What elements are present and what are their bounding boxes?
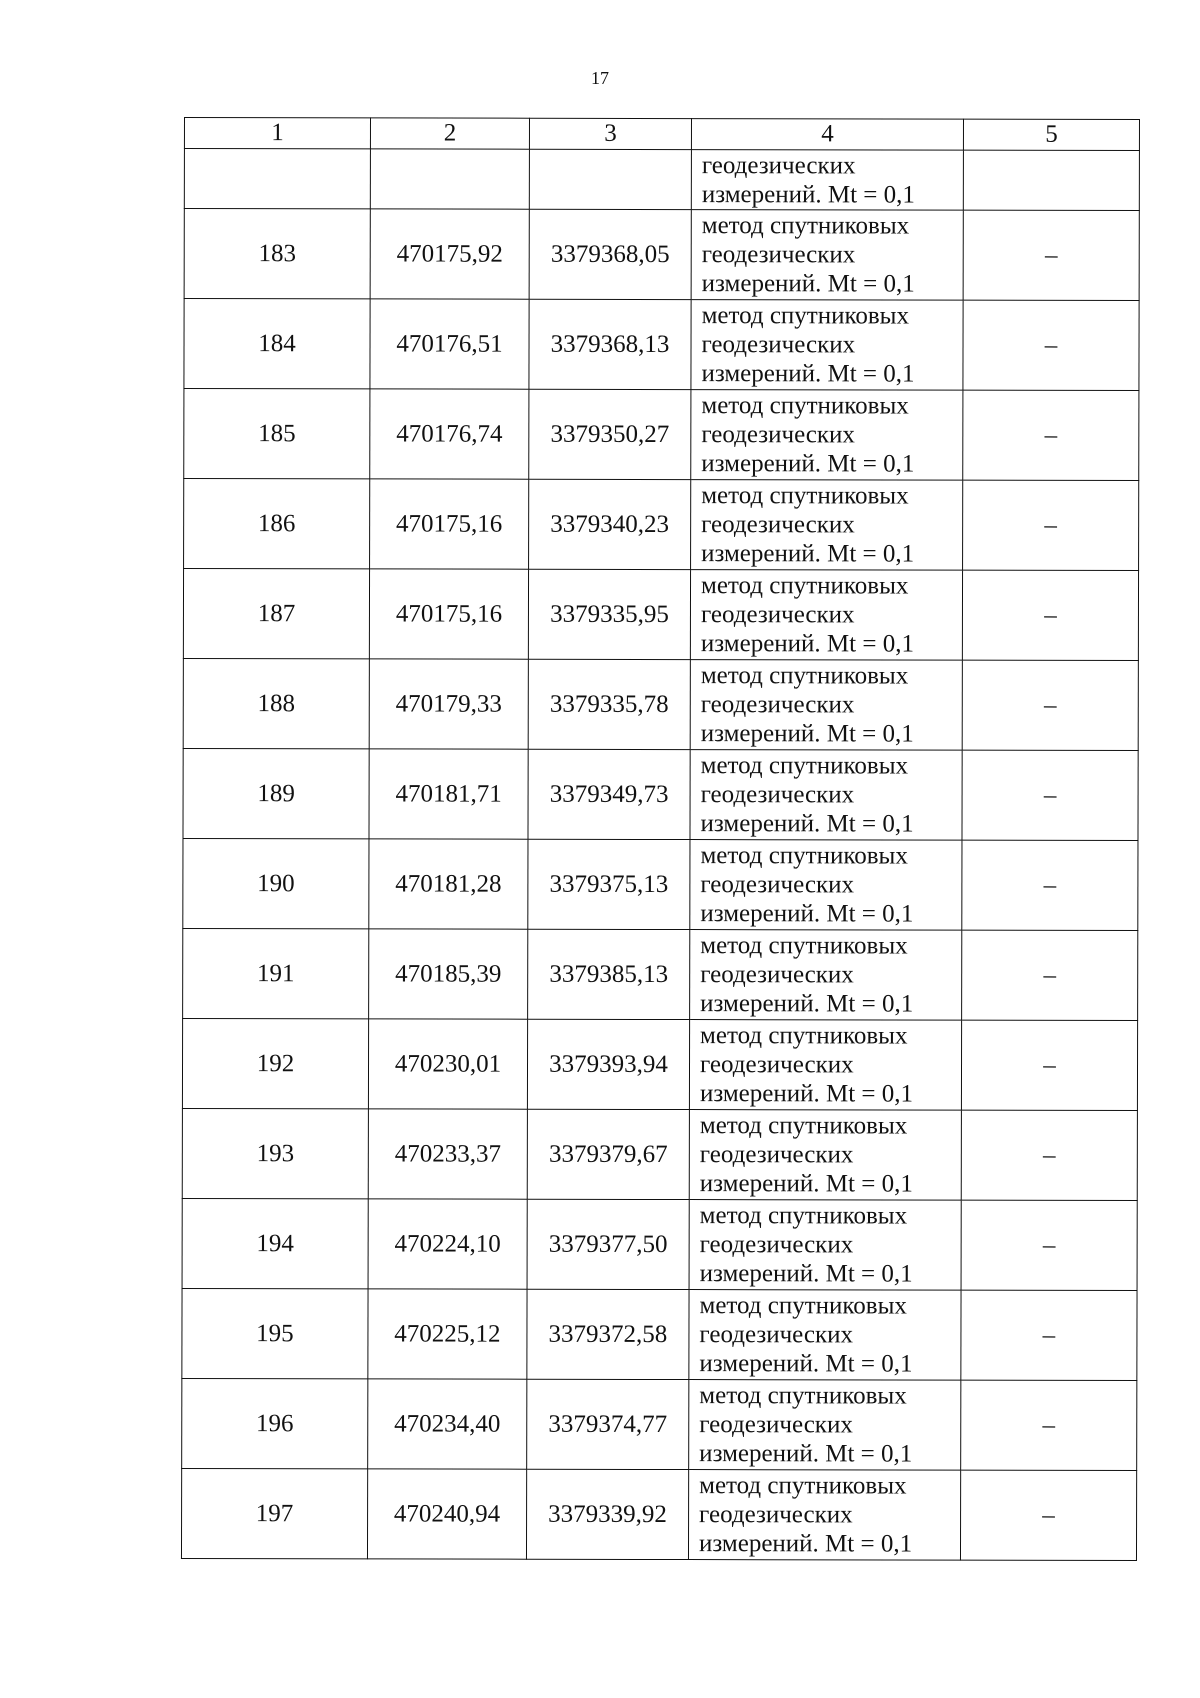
method-line: геодезических — [701, 331, 856, 359]
method-cell — [691, 300, 963, 391]
point-number-cell: 189 — [183, 748, 369, 838]
table-row — [183, 838, 1138, 930]
point-number-cell: 188 — [183, 658, 369, 748]
column-header: 1 — [184, 118, 370, 149]
method-cell — [688, 1470, 960, 1561]
method-line: геодезических — [699, 1501, 853, 1529]
x-coordinate-cell: 470225,12 — [368, 1289, 527, 1379]
table-header-row — [184, 118, 1139, 151]
x-coordinate-cell: 470175,16 — [370, 479, 529, 569]
method-line: измерений. Mt = 0,1 — [700, 990, 914, 1018]
table-row — [184, 479, 1139, 571]
note-cell: – — [962, 930, 1138, 1020]
x-coordinate-cell: 470233,37 — [368, 1109, 527, 1199]
y-coordinate-cell: 3379385,13 — [528, 929, 690, 1019]
x-coordinate-cell: 470240,94 — [367, 1469, 526, 1559]
method-line: метод спутниковых — [700, 662, 909, 690]
y-coordinate-cell: 3379335,95 — [528, 569, 690, 659]
x-coordinate-cell: 470224,10 — [368, 1199, 527, 1289]
method-line: метод спутниковых — [699, 1292, 907, 1320]
point-number-cell: 192 — [182, 1018, 368, 1108]
point-number-cell: 190 — [183, 838, 369, 928]
note-cell: – — [961, 1380, 1137, 1470]
method-cell — [689, 1200, 961, 1291]
method-cell — [690, 750, 962, 841]
y-coordinate-cell: 3379349,73 — [528, 749, 690, 839]
note-cell: – — [962, 840, 1138, 930]
method-line: измерений. Mt = 0,1 — [701, 270, 915, 298]
method-line: измерений. Mt = 0,1 — [701, 540, 915, 568]
method-cell — [690, 660, 962, 751]
y-coordinate-cell: 3379350,27 — [529, 389, 691, 479]
x-coordinate-cell — [370, 149, 529, 209]
table-row — [183, 569, 1138, 661]
method-line: измерений. Mt = 0,1 — [699, 1350, 913, 1378]
method-line: метод спутниковых — [699, 1202, 908, 1230]
note-cell: – — [963, 210, 1139, 300]
x-coordinate-cell: 470176,51 — [370, 299, 529, 389]
method-line: метод спутниковых — [701, 392, 909, 420]
y-coordinate-cell: 3379339,92 — [526, 1469, 688, 1559]
y-coordinate-cell: 3379372,58 — [527, 1289, 689, 1379]
column-header: 5 — [963, 119, 1139, 150]
table-row-continued — [184, 149, 1139, 211]
note-cell: – — [963, 390, 1139, 480]
table-row — [182, 1108, 1137, 1200]
table-row — [182, 1198, 1137, 1290]
method-line: геодезических — [699, 1321, 854, 1349]
point-number-cell: 184 — [184, 299, 370, 389]
method-line: метод спутниковых — [700, 1022, 908, 1050]
method-cell — [690, 840, 962, 931]
method-line: метод спутниковых — [700, 572, 909, 600]
point-number-cell: 191 — [183, 928, 369, 1018]
note-cell — [963, 150, 1139, 210]
point-number-cell: 185 — [184, 389, 370, 479]
method-line: геодезических — [701, 511, 855, 539]
y-coordinate-cell — [529, 149, 691, 209]
y-coordinate-cell: 3379377,50 — [527, 1199, 689, 1289]
x-coordinate-cell: 470185,39 — [369, 929, 528, 1019]
method-line: метод спутниковых — [701, 212, 910, 240]
point-number-cell — [184, 149, 370, 209]
point-number-cell: 195 — [182, 1288, 368, 1378]
x-coordinate-cell: 470181,71 — [369, 749, 528, 839]
method-line: измерений. Mt = 0,1 — [699, 1170, 913, 1198]
method-line: геодезических — [701, 421, 855, 449]
method-line: измерений. Mt = 0,1 — [701, 360, 915, 388]
note-cell: – — [961, 1200, 1137, 1290]
note-cell: – — [961, 1290, 1137, 1380]
column-header: 4 — [691, 119, 963, 151]
method-line: измерений. Mt = 0,1 — [698, 1530, 913, 1558]
note-cell: – — [961, 1020, 1137, 1110]
note-cell: – — [962, 750, 1138, 840]
method-line: метод спутниковых — [699, 1472, 907, 1500]
page-number: 17 — [591, 68, 609, 88]
method-line: метод спутниковых — [701, 482, 909, 510]
x-coordinate-cell: 470175,16 — [369, 569, 528, 659]
method-line: измерений. Mt = 0,1 — [700, 810, 914, 838]
method-line: геодезических — [699, 1051, 854, 1079]
method-line: геодезических — [699, 1141, 854, 1169]
method-line: метод спутниковых — [701, 302, 910, 330]
method-line: измерений. Mt = 0,1 — [699, 1260, 913, 1288]
method-cell — [690, 570, 962, 661]
method-cell — [691, 480, 963, 571]
note-cell: – — [963, 300, 1139, 390]
method-line: геодезических — [700, 781, 855, 809]
table-row — [181, 1468, 1136, 1560]
y-coordinate-cell: 3379368,05 — [529, 209, 691, 299]
method-line: метод спутниковых — [700, 932, 908, 960]
method-cell — [691, 390, 963, 481]
column-header: 2 — [370, 118, 529, 149]
x-coordinate-cell: 470175,92 — [370, 209, 529, 299]
method-line: измерений. Mt = 0,1 — [700, 630, 915, 658]
table-row — [183, 748, 1138, 840]
point-number-cell: 187 — [183, 569, 369, 659]
y-coordinate-cell: 3379374,77 — [527, 1379, 689, 1469]
method-cell — [689, 1020, 961, 1111]
x-coordinate-cell: 470179,33 — [369, 659, 528, 749]
method-cell — [689, 1290, 961, 1381]
note-cell: – — [962, 570, 1138, 660]
y-coordinate-cell: 3379375,13 — [528, 839, 690, 929]
method-line: измерений. Mt = 0,1 — [701, 180, 915, 209]
method-cell — [691, 150, 963, 211]
method-line: метод спутниковых — [699, 1382, 907, 1410]
note-cell: – — [961, 1110, 1137, 1200]
y-coordinate-cell: 3379393,94 — [527, 1019, 689, 1109]
coordinates-table — [181, 117, 1140, 1561]
table-row — [182, 1288, 1137, 1380]
method-line: геодезических — [700, 691, 855, 719]
column-header: 3 — [529, 118, 691, 149]
table-row — [184, 299, 1139, 391]
method-line: измерений. Mt = 0,1 — [700, 720, 914, 748]
note-cell: – — [962, 660, 1138, 750]
point-number-cell: 183 — [184, 209, 370, 299]
method-line: измерений. Mt = 0,1 — [699, 1080, 914, 1108]
method-line: метод спутниковых — [699, 1112, 908, 1140]
x-coordinate-cell: 470181,28 — [369, 839, 528, 929]
method-cell — [689, 1110, 961, 1201]
point-number-cell: 196 — [182, 1378, 368, 1468]
x-coordinate-cell: 470230,01 — [368, 1019, 527, 1109]
x-coordinate-cell: 470176,74 — [370, 389, 529, 479]
point-number-cell: 193 — [182, 1108, 368, 1198]
method-line: геодезических — [699, 1411, 853, 1439]
method-line: геодезических — [699, 1231, 854, 1259]
y-coordinate-cell: 3379340,23 — [529, 479, 691, 569]
table-row — [182, 1378, 1137, 1470]
method-line: измерений. Mt = 0,1 — [700, 900, 914, 928]
method-line: метод спутниковых — [700, 752, 909, 780]
method-cell — [690, 930, 962, 1021]
method-line: измерений. Mt = 0,1 — [699, 1440, 913, 1468]
note-cell: – — [963, 480, 1139, 570]
method-line: измерений. Mt = 0,1 — [701, 450, 915, 478]
point-number-cell: 186 — [184, 479, 370, 569]
method-line: геодезических — [700, 601, 855, 629]
point-number-cell: 197 — [181, 1468, 367, 1558]
point-number-cell: 194 — [182, 1198, 368, 1288]
method-line: геодезических — [700, 871, 855, 899]
y-coordinate-cell: 3379368,13 — [529, 299, 691, 389]
method-line: геодезических — [701, 241, 856, 269]
table-row — [182, 1018, 1137, 1110]
table-row — [184, 389, 1139, 481]
table-row — [183, 928, 1138, 1020]
table-row — [183, 658, 1138, 750]
y-coordinate-cell: 3379379,67 — [527, 1109, 689, 1199]
method-line: геодезических — [701, 151, 856, 179]
table-row — [184, 209, 1139, 301]
y-coordinate-cell: 3379335,78 — [528, 659, 690, 749]
note-cell: – — [960, 1470, 1136, 1560]
x-coordinate-cell: 470234,40 — [368, 1379, 527, 1469]
method-line: метод спутниковых — [700, 842, 908, 870]
method-cell — [689, 1380, 961, 1471]
method-cell — [691, 210, 963, 301]
method-line: геодезических — [700, 961, 854, 989]
